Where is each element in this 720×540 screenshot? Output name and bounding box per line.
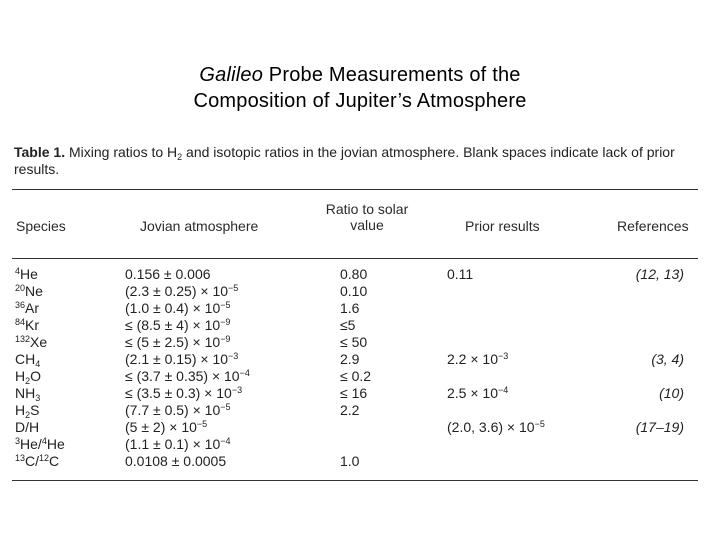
header-ratio: Ratio to solar value xyxy=(325,201,409,233)
header-species: Species xyxy=(16,218,66,234)
prior-cell: (2.0, $3.6) \times 10^{-5}$ xyxy=(447,419,545,435)
species-cell: $^{132}$Xe xyxy=(15,334,48,350)
species-cell: $H_2O$ xyxy=(15,368,42,386)
jovian-cell: ≤ $(8.5 \pm 4) \times 10^{-9}$ xyxy=(125,317,231,333)
jovian-cell: $(5 \pm 2) \times 10^{-5}$ xyxy=(125,419,208,435)
title-line-1 xyxy=(0,62,720,88)
ratio-cell: 0.80 xyxy=(340,266,368,282)
ratio-cell: 2.9 xyxy=(340,351,360,367)
table-row xyxy=(0,419,720,436)
header-prior: Prior results xyxy=(465,218,540,234)
table-row xyxy=(0,402,720,419)
prior-cell: $2.2 \times 10^{-3}$ xyxy=(447,351,509,367)
species-cell: $^3$He/$^4$He xyxy=(15,436,65,452)
table-caption-label: Table 1. xyxy=(14,144,66,160)
table-row xyxy=(0,385,720,402)
species-cell: $^4$He xyxy=(15,266,38,282)
ratio-cell: 0.10 xyxy=(340,283,368,299)
references-cell: (17–19) xyxy=(635,419,684,435)
caption-text-post: and isotopic ratios in the jovian atmosphere. Blank spaces indicate lack of prior results. xyxy=(14,144,675,177)
caption-subscript: 2 xyxy=(177,152,183,162)
prior-cell: 0.11 xyxy=(447,266,474,282)
table-row xyxy=(0,453,720,470)
jovian-cell: $(7.7 \pm 0.5) \times 10^{-5}$ xyxy=(125,402,231,418)
references-cell: (3, 4) xyxy=(651,351,684,367)
table-row xyxy=(0,283,720,300)
table-row xyxy=(0,351,720,368)
ratio-cell: ≤ 16 xyxy=(340,385,368,401)
jovian-cell: $(2.1 \pm 0.15) \times 10^{-3}$ xyxy=(125,351,239,367)
ratio-cell: 1.6 xyxy=(340,300,360,316)
header-jovian: Jovian atmosphere xyxy=(140,218,259,234)
references-cell: (10) xyxy=(659,385,684,401)
ratio-cell: 2.2 xyxy=(340,402,360,418)
scanned-table xyxy=(0,138,720,498)
jovian-cell: ≤ $(3.5 \pm 0.3) \times 10^{-3}$ xyxy=(125,385,243,401)
table-row xyxy=(0,368,720,385)
table-caption xyxy=(14,144,704,178)
jovian-cell: $(1.0 \pm 0.4) \times 10^{-5}$ xyxy=(125,300,231,316)
title-italic-word: Galileo xyxy=(199,64,264,86)
table-top-rule xyxy=(12,189,698,190)
table-row xyxy=(0,266,720,283)
jovian-cell: 0.0108 ± 0.0005 xyxy=(125,453,227,469)
prior-cell: $2.5 \times 10^{-4}$ xyxy=(447,385,509,401)
title-line-2: Composition of Jupiter’s Atmosphere xyxy=(193,90,527,112)
table-header-rule xyxy=(12,258,698,259)
species-cell: $^{13}$C/$^{12}$C xyxy=(15,453,60,469)
ratio-cell: ≤5 xyxy=(340,317,356,333)
species-cell: $^{84}$Kr xyxy=(15,317,40,333)
species-cell: $^{36}$Ar xyxy=(15,300,40,316)
jovian-cell: 0.156 ± 0.006 xyxy=(125,266,211,282)
table-row xyxy=(0,334,720,351)
header-references: References xyxy=(617,218,689,234)
jovian-cell: $(2.3 \pm 0.25) \times 10^{-5}$ xyxy=(125,283,239,299)
table-row xyxy=(0,300,720,317)
species-cell: D/H xyxy=(15,419,40,435)
species-cell: $NH_3$ xyxy=(15,385,41,403)
slide-title xyxy=(0,62,720,114)
species-cell: $^{20}$Ne xyxy=(15,283,43,299)
species-cell: $H_2S$ xyxy=(15,402,40,420)
caption-text-pre: Mixing ratios to H xyxy=(65,144,178,160)
jovian-cell: $(1.1 \pm 0.1) \times 10^{-4}$ xyxy=(125,436,231,452)
ratio-cell: 1.0 xyxy=(340,453,360,469)
jovian-cell: ≤ $(3.7 \pm 0.35) \times 10^{-4}$ xyxy=(125,368,250,384)
jovian-cell: ≤ $(5 \pm 2.5) \times 10^{-9}$ xyxy=(125,334,231,350)
references-cell: (12, 13) xyxy=(635,266,684,282)
title-line-1-rest: Probe Measurements of the xyxy=(263,64,521,86)
table-bottom-rule xyxy=(12,480,698,481)
species-cell: $CH_4$ xyxy=(15,351,41,369)
table-row xyxy=(0,436,720,453)
ratio-cell: ≤ 50 xyxy=(340,334,368,350)
table-row xyxy=(0,317,720,334)
ratio-cell: ≤ 0.2 xyxy=(340,368,372,384)
